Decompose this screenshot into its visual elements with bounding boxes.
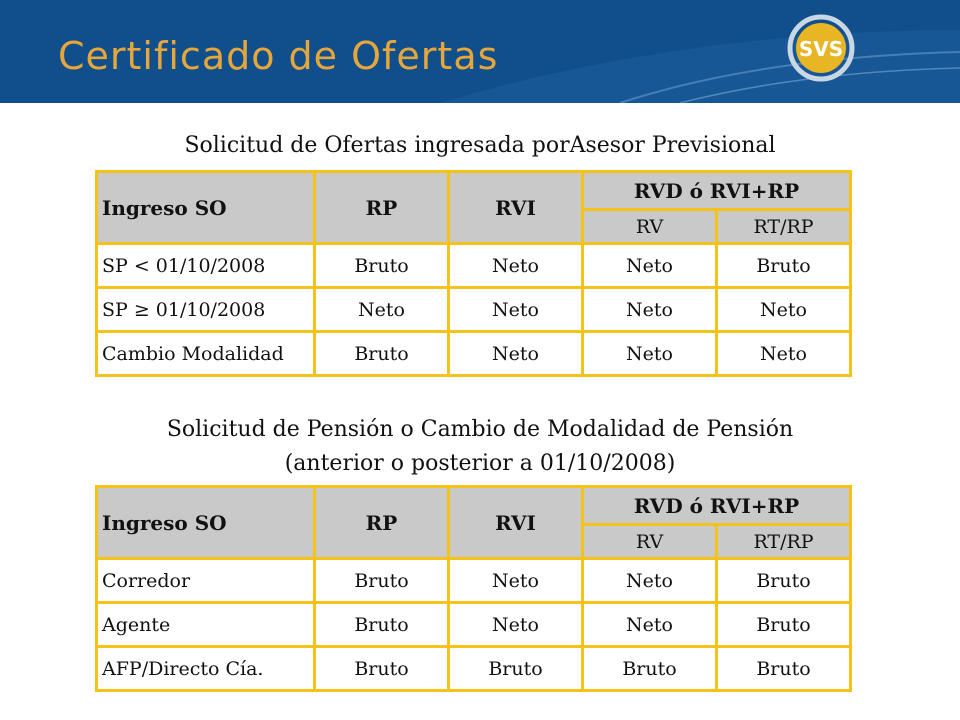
table-row: [97, 647, 851, 691]
cell-rvi: Bruto: [449, 647, 583, 691]
table-row: [97, 559, 851, 603]
row-label: Cambio Modalidad: [97, 332, 315, 376]
page-title: Certificado de Ofertas: [58, 34, 499, 78]
svs-logo-text: SVS: [798, 37, 844, 61]
cell-rv: Neto: [583, 603, 717, 647]
cell-rt-rp: Bruto: [717, 647, 851, 691]
table-row: [97, 244, 851, 288]
section2-title-line2: (anterior o posterior a 01/10/2008): [284, 451, 676, 476]
cell-rv: Bruto: [583, 647, 717, 691]
cell-rp: Bruto: [315, 559, 449, 603]
cell-rvi: Neto: [449, 332, 583, 376]
cell-rp: Bruto: [315, 244, 449, 288]
header-rvi: RVI: [449, 172, 583, 244]
header-ingreso-so: Ingreso SO: [97, 487, 315, 559]
row-label: Corredor: [97, 559, 315, 603]
cell-rt-rp: Bruto: [717, 603, 851, 647]
cell-rvi: Neto: [449, 288, 583, 332]
cell-rt-rp: Neto: [717, 288, 851, 332]
cell-rv: Neto: [583, 559, 717, 603]
header-rp: RP: [315, 172, 449, 244]
header-rt-rp: RT/RP: [717, 525, 851, 559]
header-rt-rp: RT/RP: [717, 210, 851, 244]
header-rv: RV: [583, 525, 717, 559]
table-row: [97, 288, 851, 332]
row-label: SP ≥ 01/10/2008: [97, 288, 315, 332]
table-row: [97, 332, 851, 376]
row-label: AFP/Directo Cía.: [97, 647, 315, 691]
cell-rvi: Neto: [449, 244, 583, 288]
cell-rp: Bruto: [315, 332, 449, 376]
row-label: Agente: [97, 603, 315, 647]
cell-rvi: Neto: [449, 603, 583, 647]
section1-title: Solicitud de Ofertas ingresada porAsesor Previsional: [184, 133, 776, 158]
cell-rv: Neto: [583, 288, 717, 332]
section2-title-line1: Solicitud de Pensión o Cambio de Modalidad de Pensión: [166, 417, 794, 442]
header-rvi: RVI: [449, 487, 583, 559]
cell-rp: Bruto: [315, 647, 449, 691]
header-rvd: RVD ó RVI+RP: [583, 487, 851, 525]
header-rvd: RVD ó RVI+RP: [583, 172, 851, 210]
header-bar: [0, 0, 960, 103]
cell-rp: Neto: [315, 288, 449, 332]
cell-rv: Neto: [583, 332, 717, 376]
cell-rt-rp: Neto: [717, 332, 851, 376]
header-rp: RP: [315, 487, 449, 559]
pension-table: [95, 485, 852, 692]
row-label: SP < 01/10/2008: [97, 244, 315, 288]
cell-rt-rp: Bruto: [717, 559, 851, 603]
cell-rp: Bruto: [315, 603, 449, 647]
header-ingreso-so: Ingreso SO: [97, 172, 315, 244]
table-row: [97, 603, 851, 647]
cell-rt-rp: Bruto: [717, 244, 851, 288]
cell-rv: Neto: [583, 244, 717, 288]
svs-logo: [786, 13, 856, 83]
offers-table: [95, 170, 852, 377]
header-rv: RV: [583, 210, 717, 244]
cell-rvi: Neto: [449, 559, 583, 603]
